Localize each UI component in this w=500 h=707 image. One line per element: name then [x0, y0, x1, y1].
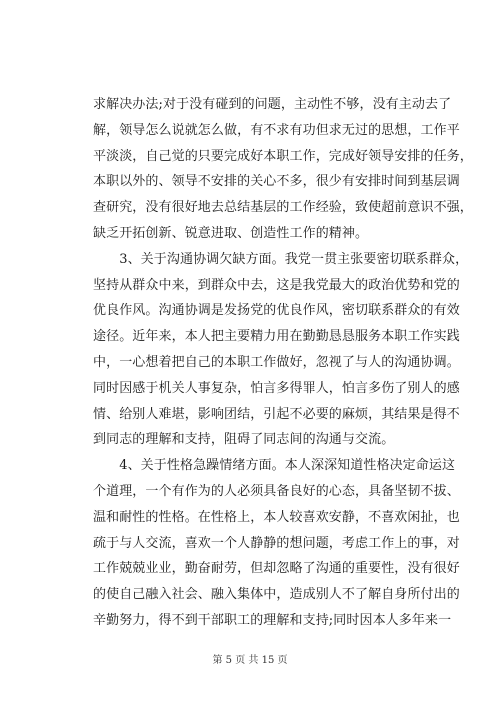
text-line: 求解决办法;对于没有碰到的问题，主动性不够，没有主动去了 — [93, 97, 452, 112]
text-line: 的使自己融入社会、融入集体中，造成别人不了解自身所付出的 — [93, 587, 460, 603]
text-line: 辛勤努力，得不到干部职工的理解和支持;同时因本人多年来一 — [93, 612, 452, 628]
text-line: 中，一心想着把自己的本职工作做好，忽视了与人的沟通协调。 — [93, 354, 460, 370]
text-line: 本职以外的、领导不安排的关心不多，很少有安排时间到基层调 — [93, 174, 460, 190]
text-line: 优良作风。沟通协调是发扬党的优良作风，密切联系群众的有效 — [93, 303, 460, 319]
text-line: 情、给别人难堪，影响团结，引起不必要的麻烦，其结果是得不 — [93, 406, 460, 422]
paragraph-4-start: 4、关于性格急躁情绪方面。本人深深知道性格决定命运这 — [93, 458, 456, 474]
paragraph-3-start: 3、关于沟通协调欠缺方面。我党一贯主张要密切联系群众， — [93, 251, 469, 267]
text-line: 途径。近年来，本人把主要精力用在勤勤恳恳服务本职工作实践 — [93, 329, 460, 345]
document-body — [93, 92, 473, 634]
text-line: 疏于与人交流，喜欢一个人静静的想问题，考虑工作上的事，对 — [93, 535, 460, 551]
text-line: 平淡淡，自己觉的只要完成好本职工作，完成好领导安排的任务， — [93, 148, 473, 164]
text-line: 查研究，没有很好地去总结基层的工作经验，致使超前意识不强， — [93, 200, 473, 216]
page-number: 第 5 页 共 15 页 — [212, 655, 288, 666]
text-line: 缺乏开拓创新、锐意进取、创造性工作的精神。 — [93, 225, 369, 241]
text-line: 温和耐性的性格。在性格上，本人较喜欢安静，不喜欢闲扯，也 — [93, 509, 460, 525]
text-line: 到同志的理解和支持，阻碍了同志间的沟通与交流。 — [93, 432, 395, 448]
text-line: 同时因感于机关人事复杂，怕言多得罪人，怕言多伤了别人的感 — [93, 380, 460, 396]
text-line: 解，领导怎么说就怎么做，有不求有功但求无过的思想，工作平 — [93, 122, 460, 138]
text-line: 个道理，一个有作为的人必须具备良好的心态，具备坚韧不拔、 — [93, 483, 460, 499]
page-footer — [0, 651, 500, 666]
text-line: 坚持从群众中来，到群众中去，这是我党最大的政治优势和党的 — [93, 277, 460, 293]
text-line: 工作兢兢业业，勤奋耐劳，但却忽略了沟通的重要性，没有很好 — [93, 561, 460, 577]
